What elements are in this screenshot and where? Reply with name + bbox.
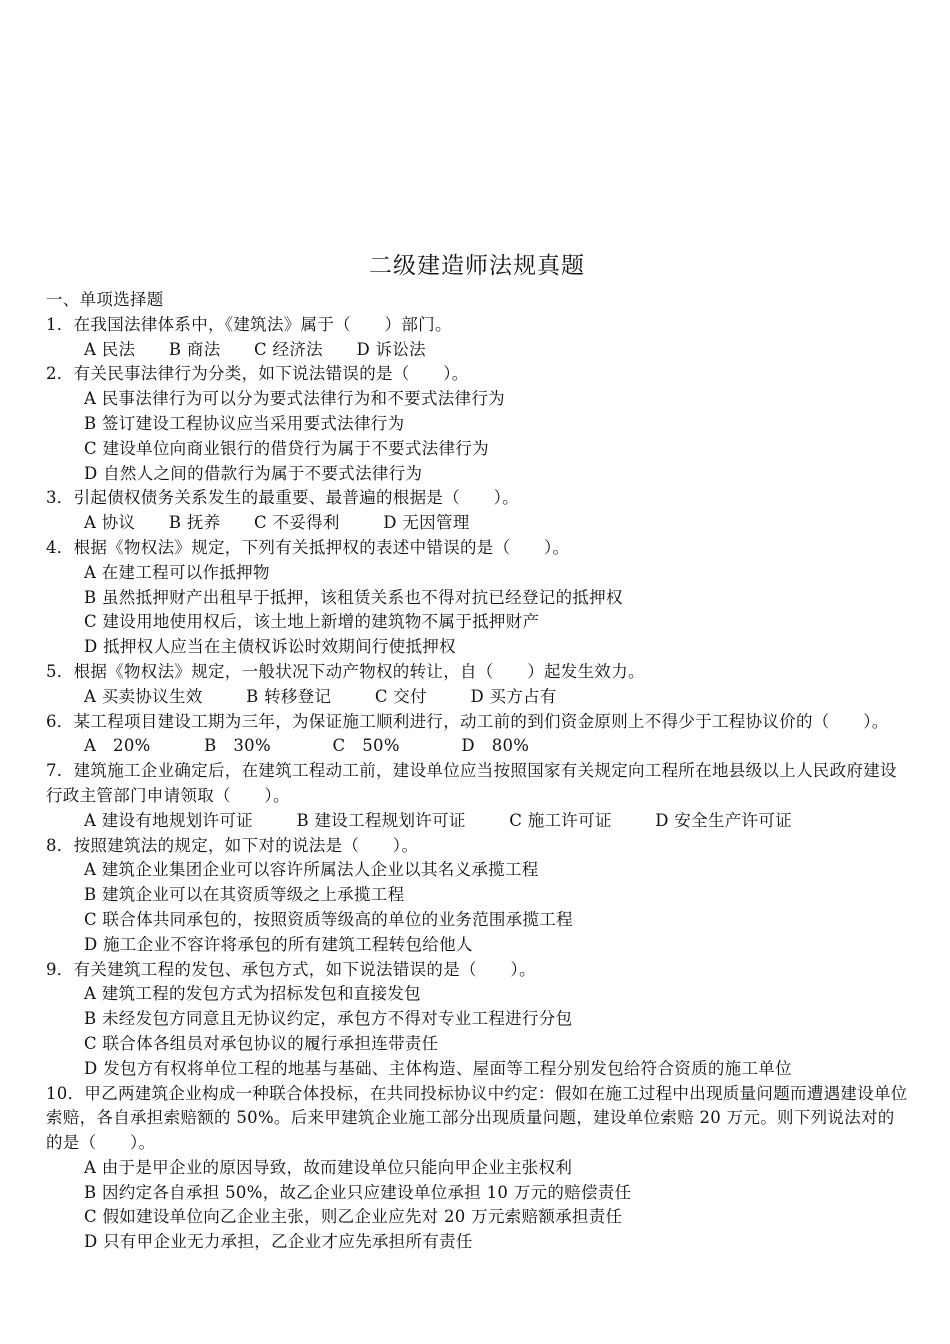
question-6-options: [46, 734, 908, 759]
option-d: D 只有甲企业无力承担，乙企业才应先承担所有责任: [84, 1232, 473, 1252]
option-a: A 民事法律行为可以分为要式法律行为和不要式法律行为: [84, 389, 505, 409]
question-10: 10．甲乙两建筑企业构成一种联合体投标，在共同投标协议中约定：假如在施工过程中出现质量问题而遭遇建设单位索赔，各自承担索赔额的 50%。后来甲建筑企业施工部分出现质量问题，建设单位索赔 20 万元。则下列说法对的的是（ ）。: [46, 1083, 908, 1153]
option-c: C 经济法: [254, 339, 323, 359]
exam-page: [46, 248, 908, 1255]
option-d: D 无因管理: [383, 513, 470, 533]
page-title: 二级建造师法规真题: [369, 253, 585, 279]
option-a: A 由于是甲企业的原因导致，故而建设单位只能向甲企业主张权利: [84, 1157, 573, 1177]
option-b: B 抚养: [168, 513, 221, 533]
option-a: A 建设有地规划许可证: [84, 810, 253, 830]
option-a: A 民法: [84, 339, 136, 359]
option-b: B 未经发包方同意且无协议约定，承包方不得对专业工程进行分包: [84, 1009, 573, 1029]
question-1: 1．在我国法律体系中，《建筑法》属于（ ）部门。: [46, 314, 452, 334]
question-3-options: [46, 511, 908, 536]
option-c: C 假如建设单位向乙企业主张，则乙企业应先对 20 万元索赔额承担责任: [84, 1207, 623, 1227]
question-6: 6．某工程项目建设工期为三年，为保证施工顺利进行，动工前的到们资金原则上不得少于工程协议价的（ ）。: [46, 711, 889, 731]
option-a: A 建筑企业集团企业可以容许所属法人企业以其名义承揽工程: [84, 860, 539, 880]
option-b: B 签订建设工程协议应当采用要式法律行为: [84, 413, 405, 433]
option-c: C 施工许可证: [509, 810, 612, 830]
question-5-options: [46, 685, 908, 710]
option-b: B 因约定各自承担 50%，故乙企业只应建设单位承担 10 万元的赔偿责任: [84, 1182, 632, 1202]
option-c: C 交付: [374, 686, 427, 706]
question-1-options: [46, 338, 908, 363]
option-b: B 转移登记: [246, 686, 332, 706]
option-d: D 自然人之间的借款行为属于不要式法律行为: [84, 463, 423, 483]
option-a: A 建筑工程的发包方式为招标发包和直接发包: [84, 984, 421, 1004]
option-c: C 联合体共同承包的，按照资质等级高的单位的业务范围承揽工程: [84, 909, 573, 929]
option-b: B 虽然抵押财产出租早于抵押，该租赁关系也不得对抗已经登记的抵押权: [84, 587, 623, 607]
option-b: B 30%: [204, 736, 271, 756]
option-a: A 买卖协议生效: [84, 686, 203, 706]
option-d: D 买方占有: [470, 686, 557, 706]
option-d: D 80%: [461, 736, 530, 756]
option-a: A 在建工程可以作抵押物: [84, 562, 270, 582]
option-c: C 联合体各组员对承包协议的履行承担连带责任: [84, 1033, 439, 1053]
option-c: C 建设用地使用权后，该土地上新增的建筑物不属于抵押财产: [84, 612, 540, 632]
question-3: 3．引起债权债务关系发生的最重要、最普遍的根据是（ ）。: [46, 488, 519, 508]
question-5: 5．根据《物权法》规定，一般状况下动产物权的转让，自（ ）起发生效力。: [46, 661, 645, 681]
option-d: D 施工企业不容许将承包的所有建筑工程转包给他人: [84, 934, 473, 954]
option-c: C 不妥得利: [254, 513, 340, 533]
option-a: A 协议: [84, 513, 136, 533]
question-9: 9．有关建筑工程的发包、承包方式，如下说法错误的是（ ）。: [46, 959, 536, 979]
question-2: 2．有关民事法律行为分类，如下说法错误的是（ ）。: [46, 364, 469, 384]
section-heading: 一、单项选择题: [46, 290, 164, 309]
question-7-options: [46, 809, 908, 834]
option-c: C 50%: [332, 736, 400, 756]
question-8: 8．按照建筑法的规定，如下对的说法是（ ）。: [46, 835, 419, 855]
option-d: D 安全生产许可证: [655, 810, 792, 830]
option-b: B 建筑企业可以在其资质等级之上承揽工程: [84, 885, 405, 905]
option-d: D 发包方有权将单位工程的地基与基础、主体构造、屋面等工程分别发包给符合资质的施工单位: [84, 1058, 792, 1078]
option-b: B 商法: [168, 339, 221, 359]
option-c: C 建设单位向商业银行的借贷行为属于不要式法律行为: [84, 438, 489, 458]
option-a: A 20%: [84, 736, 151, 756]
option-b: B 建设工程规划许可证: [296, 810, 466, 830]
option-d: D 抵押权人应当在主债权诉讼时效期间行使抵押权: [84, 637, 456, 657]
question-7: 7．建筑施工企业确定后，在建筑工程动工前，建设单位应当按照国家有关规定向工程所在地县级以上人民政府建设行政主管部门申请领取（ ）。: [46, 761, 897, 805]
option-d: D 诉讼法: [356, 339, 426, 359]
question-4: 4．根据《物权法》规定，下列有关抵押权的表述中错误的是（ ）。: [46, 537, 570, 557]
